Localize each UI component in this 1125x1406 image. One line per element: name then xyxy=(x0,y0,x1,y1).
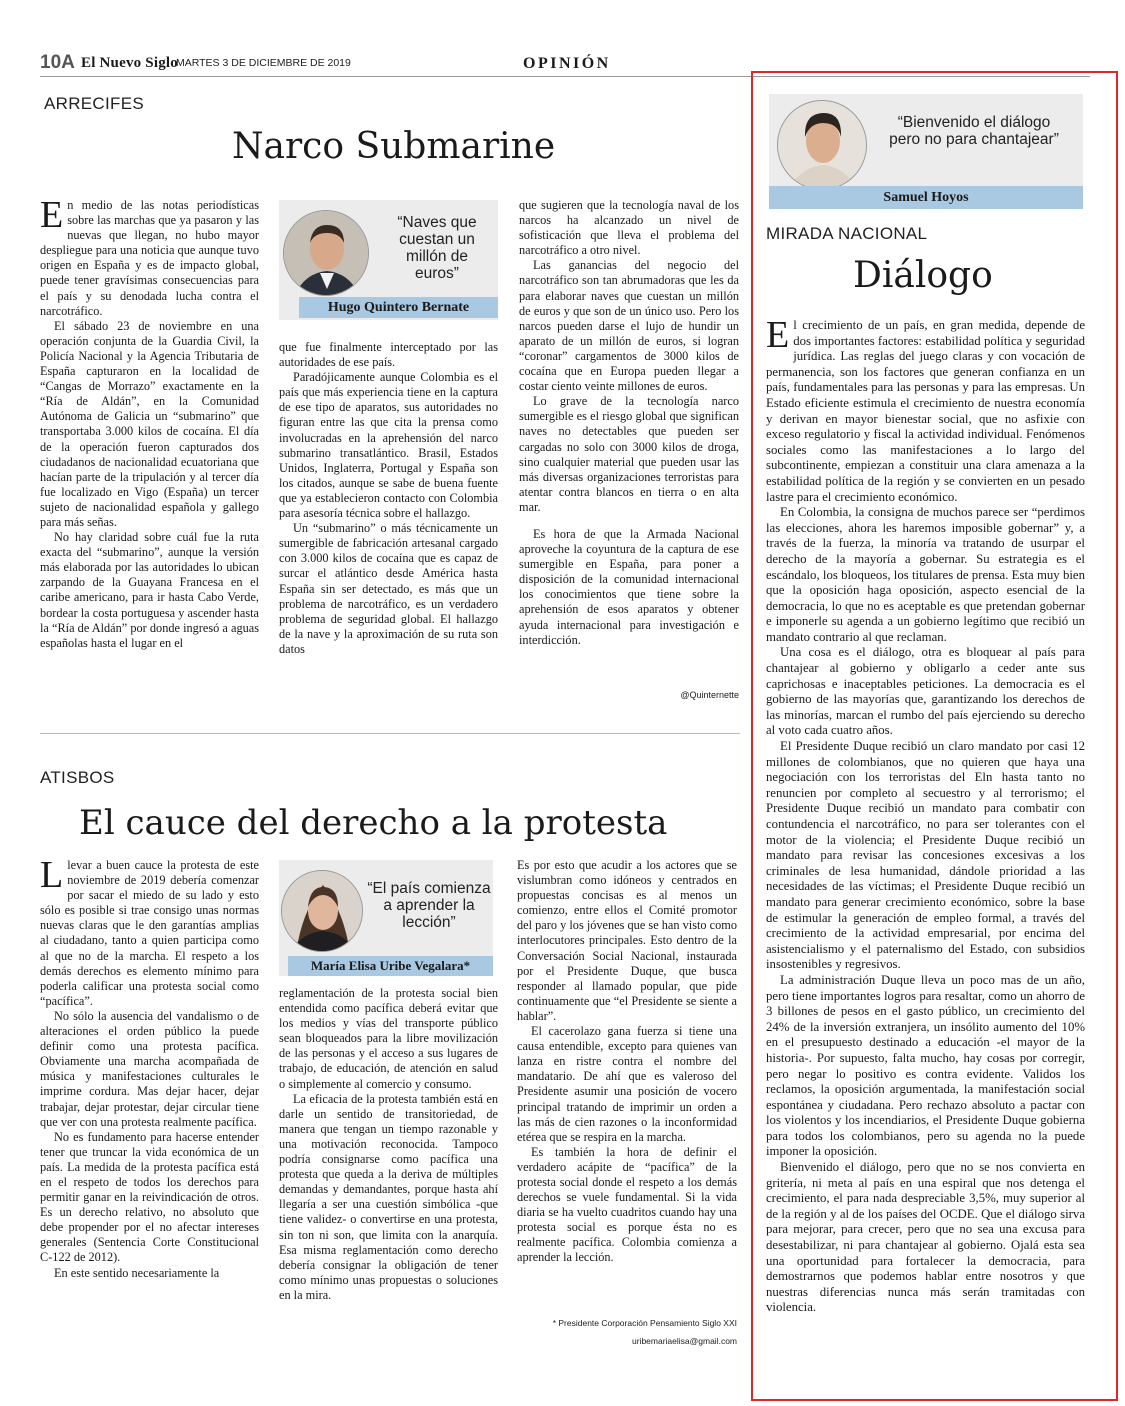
article1-dropcap: E xyxy=(40,198,64,236)
article2-column-2 xyxy=(279,986,498,1354)
paragraph: Lo grave de la tecnología narco sumergible es el riesgo global que significan naves no detectables que pueden ser cargadas no solo con 3000 kilos de droga, sino cualquier material que pueden usar las más diversas organizaciones terroristas para atentar contra blancos en tierra o en alta mar. xyxy=(519,394,739,514)
paragraph: El Presidente Duque recibió un claro mandato por casi 12 millones de colombianos, que no quieren que haya una negociación con los terroristas del Eln hasta tanto no renuncien por completo al secuestro y al terrorismo; el Presidente Duque recibió un mandato para combatir con contundencia el narcotráfico, no para ser tolerantes con el motor de la violencia; el Presidente Duque recibió un mandato para revisar las concesiones excesivas a los criminales de lesa humanidad, dándole prioridad a las necesidades de las víctimas; el Presidente Duque recibió un mandato para generar crecimiento económico, sobre la base de estimular la generación de empleo formal, a través del crecimiento de la actividad empresarial, por encima del asistencialismo y el paternalismo del Estado, con subsidios insostenibles y regresivos. xyxy=(766,739,1085,972)
paragraph: No hay claridad sobre cuál fue la ruta exacta del “submarino”, aunque la versión más elaborada por las autoridades lo ubican zarpando de la Guayana Francesa en el caribe americano, para ir hasta Cabo Verde, bordear la costa portuguesa y ascender hasta la “Ría de Aldán” por donde ingresó a aguas españolas hasta el lugar en el xyxy=(40,530,259,650)
article1-column-2 xyxy=(279,340,498,708)
article2-pull-quote: “El país comienza a aprender la lección” xyxy=(367,880,491,931)
paragraph: El cacerolazo gana fuerza si tiene una causa entendible, excepto para quienes van lanza en ristre contra el nombre del mandatario. De ahí que es valeroso del Presidente asumir una posición de vocero principal tratando de imprimir un orden a las más de cien razones o la inconformidad etérea que se respira en la marcha. xyxy=(517,1024,737,1144)
article1-quote-box xyxy=(279,200,498,320)
article2-email: uribemariaelisa@gmail.com xyxy=(632,1336,737,1346)
paragraph: La administración Duque lleva un poco mas de un año, pero tiene importantes logros para resaltar, como un ahorro de 3 billones de pesos en el gasto público, un crecimiento del 24% de la inversión extranjera, un insólito aumento del 10% en el presupuesto destinado a educación -el mayor de la historia-. Por supuesto, falta mucho, hay cosas por corregir, pero negar lo positivo es contra evidente. Validos los reclamos, la oposición argumentada, la manifestación social espontánea y ciudadana. Pero rechazo absoluto a pactar con los violentos y los incendiarios, el Presidente Duque gobierna para todos los colombianos, pero su agenda no la puede imponer la oposición. xyxy=(766,972,1085,1159)
newspaper-name: El Nuevo Siglo xyxy=(81,55,178,71)
article2-dropcap: L xyxy=(40,858,64,896)
article3-kicker: MIRADA NACIONAL xyxy=(766,224,928,243)
article3-headline: Diálogo xyxy=(853,255,993,296)
paragraph: En este sentido necesariamente la xyxy=(54,1265,220,1280)
paragraph: Es también la hora de definir el verdadero acápite de “pacífica” de la protesta social donde el respeto a los demás derechos se vuele fundamental. Si la vida diaria se ha vuelto cuadritos cuando hay una protesta social es porque ésta no es realmente pacífica. Colombia comienza a aprender la lección. xyxy=(517,1144,737,1265)
article2-quote-box xyxy=(279,860,493,976)
author-portrait-image xyxy=(281,870,363,952)
paragraph: Bienvenido el diálogo, pero que no se nos convierta en gritería, ni meta al país en una espiral que nos detenga el crecimiento, el para nada despreciable 3,5%, muy superior al de la región y al de los países del OCDE. Que el diálogo sirva para mejorar, para crecer, pero que no sea una excusa para desestabilizar, ni para chantajear al gobierno. Ojalá esta sea una oportunidad para fortalecer la democracia, para demostrarnos que podemos hablar entre nosotros y que nuestras diferencias nunca más serán tramitadas con violencia. xyxy=(766,1160,1085,1315)
paragraph: que sugieren que la tecnología naval de los narcos ha alcanzado un nivel de sofisticación que lleva el problema del narcotráfico a otro nivel. xyxy=(519,198,739,258)
article2-footnote: * Presidente Corporación Pensamiento Siglo XXI xyxy=(552,1318,737,1328)
article2-kicker: ATISBOS xyxy=(40,768,115,787)
paragraph: Una cosa es el diálogo, otra es bloquear al país para chantajear al gobierno y obligarlo a ceder ante sus caprichosas e inaceptables peticiones. La democracia es el gobierno de las mayorías que, garantizando los derechos de las minorías, marcan el rumbo del país ejerciendo su derecho al voto cada cuatro años. xyxy=(766,645,1085,738)
article-divider xyxy=(40,733,740,734)
article2-column-3 xyxy=(517,858,737,1314)
article3-body xyxy=(766,318,1085,1350)
masthead xyxy=(40,52,740,74)
section-title: OPINIÓN xyxy=(523,55,611,72)
paragraph: No sólo la ausencia del vandalismo o de alteraciones el orden público la puede definir como una protesta pacífica. Obviamente una marcha acompañada de música y manifestaciones culturales le imprime cordura. Mas dejar hacer, dejar trabajar, dejar protestar, dejar circular tiene que ver con una protesta realmente pacífica. xyxy=(40,1008,259,1129)
author-portrait-image xyxy=(777,100,867,190)
article2-headline: El cauce del derecho a la protesta xyxy=(79,803,668,843)
paragraph: n medio de las notas periodísticas sobre las marchas que ya pasaron y las nuevas que llegan, no hubo mayor despliegue para una noticia que aunque tuvo origen en España y es de impacto global, puede tener gravísimas consecuencias para el país y su denodada lucha contra el narcotráfico. xyxy=(40,198,259,318)
paragraph: No es fundamento para hacerse entender tener que truncar la vida económica de un país. La medida de la protesta pacífica está en el respeto de todos los derechos para permitir ganar en la reivindicación de otros. Es un derecho relativo, no absoluto que debe propender por el no afectar intereses generales (Sentencia Corte Constitucional C-122 de 2012). xyxy=(40,1129,259,1265)
paragraph: La eficacia de la protesta también está en darle un sentido de transitoriedad, de manera que tengan un tiempo razonable y una motivación reconocida. Tampoco podría consignarse como pacífica una protesta que queda a la deriva de múltiples demandas y demandantes, porque hasta ahí llegaría a ser una cuestión simbólica -que tiene validez- o convertirse en una protesta, sin ton ni son, que limita con la anarquía. Esa misma reglamentación como derecho debería consignar la obligación de tener como mínimo unas propuestas o soluciones en la mira. xyxy=(279,1091,498,1302)
issue-date: MARTES 3 DE DICIEMBRE DE 2019 xyxy=(176,57,351,69)
article2-author-name: María Elisa Uribe Vegalara* xyxy=(288,956,493,976)
paragraph: En Colombia, la consigna de muchos parece ser “perdimos las elecciones, ahora les haremos imposible gobernar” y, a través de la fuerza, la minoría va tratando de usurpar el derecho de la mayoría a gobernar. Su estrategia es el escándalo, los bloqueos, los titulares de prensa. Esta muy bien que la oposición haga oposición, aspecto esencial de la democracia, lo que no es aceptable es que pretendan gobernar e imponerle su agenda a un gobierno legítimo que recibió un mandato contrario al que reclaman. xyxy=(766,505,1085,644)
author-portrait-image xyxy=(283,210,369,296)
article1-kicker: ARRECIFES xyxy=(44,94,144,113)
page-number: 10A xyxy=(40,52,75,73)
article1-headline: Narco Submarine xyxy=(232,126,556,167)
article1-pull-quote: “Naves que cuestan un millón de euros” xyxy=(397,214,477,282)
article1-column-3 xyxy=(519,198,739,690)
paragraph: Las ganancias del negocio del narcotráfico son tan abrumadoras que les da para elaborar naves que cuestan un millón de euros y que son de un único uso. Pero los narcos pueden darse el lujo de hundir un aparato de un millón de euros, si logran “coronar” cargamentos de 3000 kilos de cocaína que en Europa pueden llegar a costar ciento veinte millones de euros. xyxy=(519,258,739,394)
paragraph: levar a buen cauce la protesta de este noviembre de 2019 debería comenzar por sacar el miedo de su lado y esto sólo es posible si trae consigo unas normas nuevas claras que le den garantías amplias al ciudadano, tanto a quien participa como al que no de la marcha. El respeto a los demás derechos es elemento mínimo para poderla calificar una protesta social como “pacífica”. xyxy=(40,858,259,1008)
article3-dropcap: E xyxy=(766,318,790,356)
paragraph: Un “submarino” o más técnicamente un sumergible de fabricación artesanal cargado con 3.000 kilos de cocaína que es capaz de surcar el atlántico desde América hasta España sin ser detectado, es más que un problema de narcotráfico, es un verdadero problema de seguridad global. El hallazgo de la nave y la aproximación de su ruta son datos xyxy=(279,521,498,656)
paragraph: Es hora de que la Armada Nacional aproveche la coyuntura de la captura de ese sumergible en España, para poner a disposición de la comunidad internacional los conocimientos que tiene sobre la aprehensión de esos aparatos y obtener ayuda internacional para investigación e interdicción. xyxy=(519,526,739,647)
paragraph: que fue finalmente interceptado por las autoridades de ese país. xyxy=(279,340,498,370)
paragraph: El sábado 23 de noviembre en una operación conjunta de la Guardia Civil, la Policía Nacional y la Agencia Tributaria de España capturaron en la localidad de “Cangas de Morrazo” exactamente en la “Ría de Aldán”, en la Comunidad Autónoma de Galicia un “submarino” que transportaba 3.000 kilos de cocaína. El día de la operación fueron capturados dos ciudadanos de nacionalidad ecuatoriana que hacían parte de la tripulación y al tercer día fue localizado en Vigo (España) un tercer sujeto de nacionalidad española y gallego para más señas. xyxy=(40,318,259,529)
paragraph: Paradójicamente aunque Colombia es el país que más experiencia tiene en la captura de ese tipo de aparatos, sus autoridades no figuran entre las que cita la prensa como involucradas en la aprehensión del narco submarino transatlántico. Brasil, Estados Unidos, Inglaterra, Portugal y España son los citados, aunque se sabe de buena fuente que ya establecieron contacto con Colombia para asesoría técnica sobre el hallazgo. xyxy=(279,370,498,521)
paragraph: Es por esto que acudir a los actores que se vislumbran como idóneos y centrados en propuestas concisas es al menos un comienzo, entre ellos el Comité promotor del paro y los jóvenes que se han visto como interlocutores principales. Esto dentro de la Conversación Social Nacional, instaurada por el Presidente Duque, que busca responder al llamado popular, que pide continuamente que “el Presidente se siente a hablar”. xyxy=(517,858,737,1023)
article2-column-1 xyxy=(40,858,259,1354)
article3-quote-box xyxy=(769,94,1083,209)
article1-author-name: Hugo Quintero Bernate xyxy=(299,297,498,318)
paragraph: reglamentación de la protesta social bien entendida como pacífica deberá evitar que los medios y vías del transporte público sean bloqueados para la libre movilización de las personas y el acceso a sus lugares de trabajo, de educación, de atención en salud o simplemente al comercio y consumo. xyxy=(279,986,498,1091)
article3-author-name: Samuel Hoyos xyxy=(769,186,1083,209)
article1-signature: @Quinternette xyxy=(680,690,739,700)
article3-pull-quote: “Bienvenido el diálogo pero no para chantajear” xyxy=(889,114,1059,148)
article1-column-1 xyxy=(40,198,259,708)
paragraph: l crecimiento de un país, en gran medida, depende de dos importantes factores: estabilidad política y seguridad jurídica. Las reglas del juego claras y con vocación de permanencia, son los factores que generan confianza en un país, fundamentales para las personas y para las empresas. Un Estado eficiente estimula el crecimiento de nuestra economía y derivan en mayor bienestar social, que no asfixie con exceso regulatorio y fiscal la actividad individual. Fenómenos sociales como las manifestaciones a lo largo del subcontinente, empiezan a constituir una clara amenaza a la estabilidad política de la región y se convierten en un pesado lastre para el crecimiento económico. xyxy=(766,318,1085,504)
